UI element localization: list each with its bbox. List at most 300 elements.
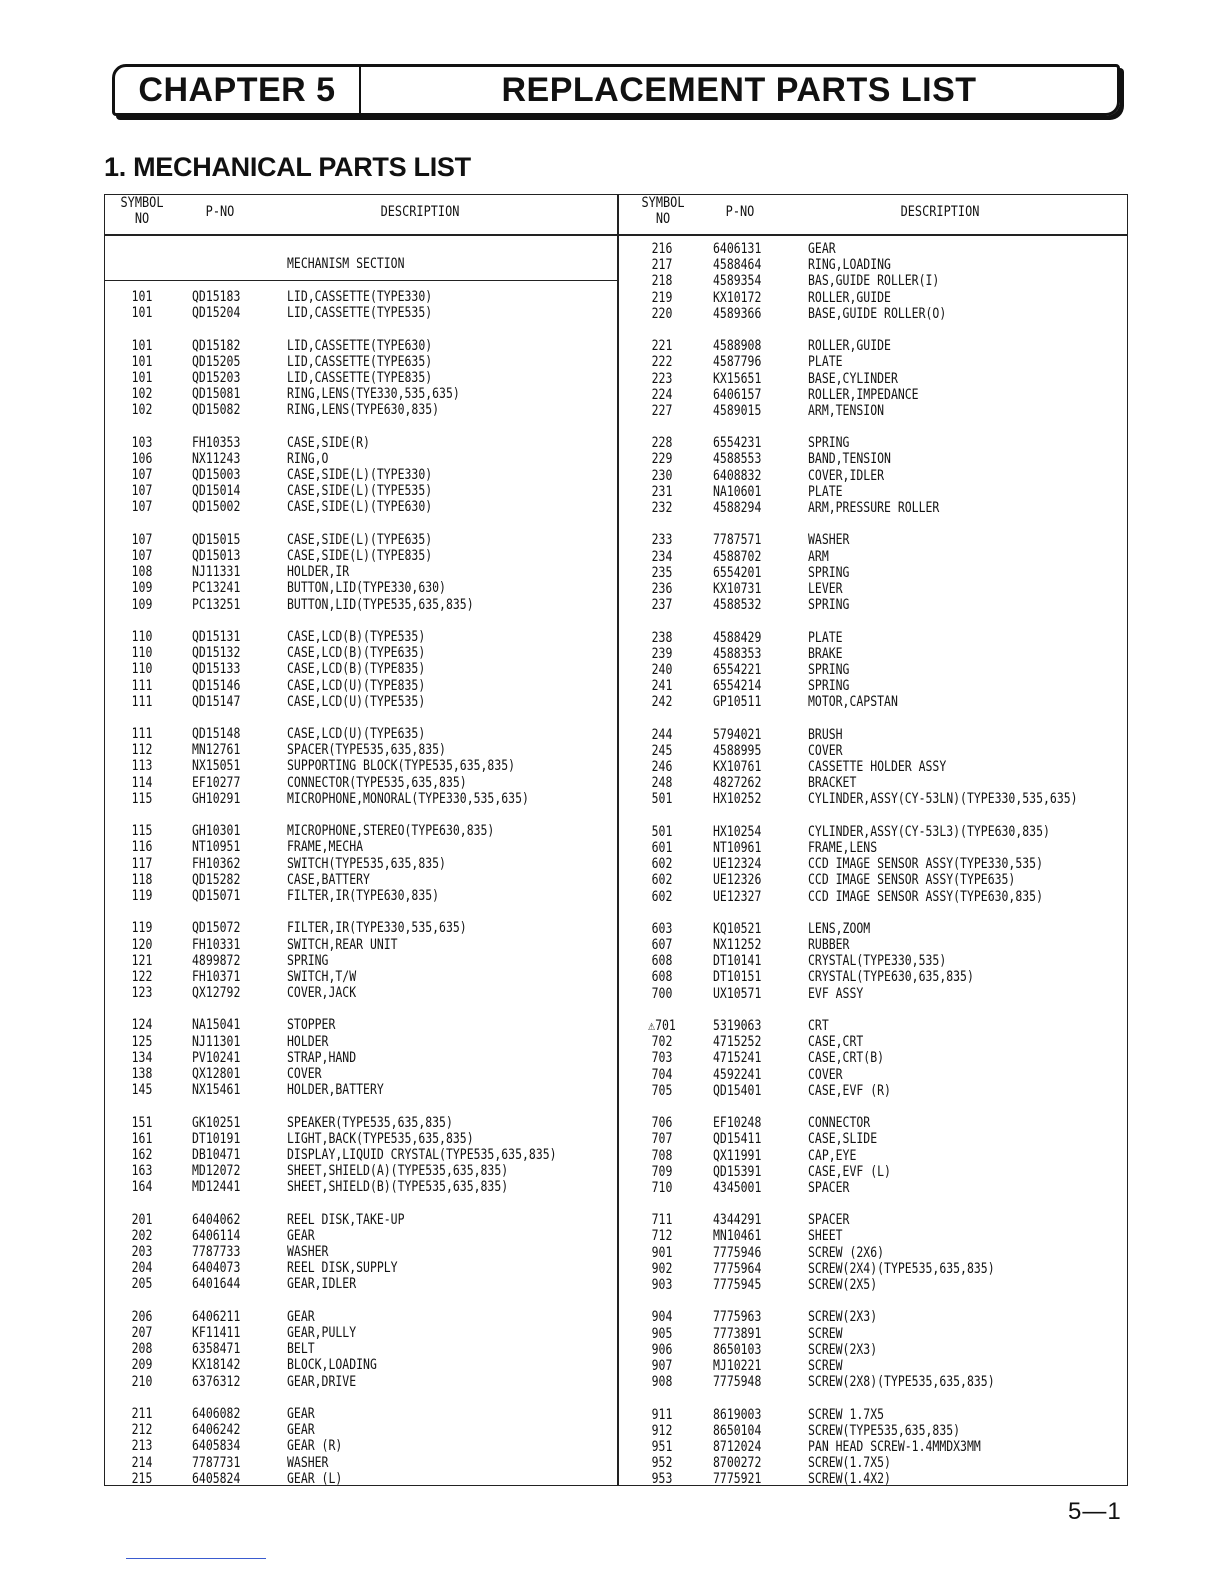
- part-row: [632, 1326, 1122, 1342]
- part-description: CCD IMAGE SENSOR ASSY(TYPE630,835): [808, 888, 1043, 905]
- part-symbol: 123: [131, 985, 153, 1002]
- part-description: DISPLAY,LIQUID CRYSTAL(TYPE535,635,835): [287, 1146, 557, 1163]
- part-row: [632, 435, 1122, 451]
- part-symbol: 120: [131, 936, 153, 953]
- part-number: QD15183: [192, 289, 241, 305]
- part-row: [112, 856, 612, 872]
- part-symbol: 230: [651, 467, 673, 484]
- part-symbol: 109: [131, 580, 153, 597]
- part-symbol: 101: [131, 337, 153, 354]
- part-number: 4588532: [713, 597, 762, 614]
- part-number: 4344291: [713, 1212, 762, 1229]
- part-description: COVER: [808, 742, 843, 759]
- part-symbol: 703: [651, 1050, 673, 1067]
- part-symbol: 217: [651, 257, 673, 274]
- part-row: [112, 1179, 612, 1195]
- part-symbol: 102: [131, 386, 153, 403]
- part-description: CASE,CRT(B): [808, 1050, 885, 1067]
- part-number: 4715241: [713, 1050, 762, 1067]
- part-description: MOTOR,CAPSTAN: [808, 694, 898, 711]
- part-symbol: 246: [651, 759, 673, 775]
- part-symbol: 124: [131, 1017, 153, 1034]
- part-description: BLOCK,LOADING: [287, 1357, 377, 1374]
- part-symbol: 151: [131, 1114, 153, 1131]
- part-description: CASE,SLIDE: [808, 1131, 878, 1148]
- part-description: CONNECTOR(TYPE535,635,835): [287, 774, 467, 791]
- part-row: [112, 338, 612, 354]
- part-number: 4345001: [713, 1179, 762, 1196]
- part-number: NX11243: [192, 450, 241, 467]
- part-symbol: 202: [131, 1227, 153, 1244]
- part-number: DT10151: [713, 969, 762, 986]
- part-description: FILTER,IR(TYPE630,835): [287, 887, 440, 904]
- part-symbol: 107: [131, 499, 153, 516]
- part-description: SCREW(2X3): [808, 1309, 878, 1326]
- part-symbol: 231: [651, 483, 673, 500]
- part-symbol: 106: [131, 450, 153, 467]
- part-symbol: 607: [651, 937, 673, 954]
- part-number: QD15072: [192, 920, 241, 937]
- part-symbol: 710: [651, 1179, 673, 1196]
- part-description: EVF ASSY: [808, 985, 864, 1002]
- part-description: SHEET,SHIELD(A)(TYPE535,635,835): [287, 1163, 509, 1180]
- part-number: 4588908: [713, 338, 762, 355]
- part-symbol: 602: [651, 872, 673, 889]
- part-number: NJ11331: [192, 564, 241, 581]
- part-symbol: 603: [651, 920, 673, 937]
- part-number: QD15132: [192, 645, 241, 662]
- part-row: [112, 1357, 612, 1373]
- part-number: NX15051: [192, 758, 241, 775]
- part-number: 4588294: [713, 500, 762, 516]
- part-description: SCREW: [808, 1357, 843, 1374]
- part-row: [112, 1228, 612, 1244]
- part-description: SPRING: [808, 678, 850, 695]
- part-symbol: 233: [651, 532, 673, 549]
- part-description: RING,LENS(TYPE630,835): [287, 402, 440, 419]
- part-symbol: 115: [131, 790, 153, 807]
- part-description: SWITCH(TYPE535,635,835): [287, 855, 446, 872]
- part-row: [632, 273, 1122, 289]
- part-symbol: 161: [131, 1130, 153, 1147]
- part-number: 6406211: [192, 1308, 241, 1325]
- part-number: 4588995: [713, 742, 762, 759]
- part-row: [112, 1455, 612, 1471]
- part-row: [112, 467, 612, 483]
- part-symbol: 911: [651, 1406, 673, 1423]
- part-description: CYLINDER,ASSY(CY-53LN)(TYPE330,535,635): [808, 791, 1078, 808]
- part-row: [632, 484, 1122, 500]
- part-symbol: 244: [651, 726, 673, 743]
- part-row: [112, 564, 612, 580]
- part-symbol: 232: [651, 500, 673, 516]
- part-number: KX15651: [713, 370, 762, 387]
- part-row: [632, 953, 1122, 969]
- part-description: FRAME,LENS: [808, 839, 878, 856]
- part-description: BUTTON,LID(TYPE330,630): [287, 580, 446, 597]
- symbol-header-line2: NO: [134, 211, 150, 227]
- part-row: [112, 1082, 612, 1098]
- part-description: GEAR,DRIVE: [287, 1373, 357, 1390]
- part-row: [112, 1406, 612, 1422]
- mechanism-section-rule: [104, 280, 617, 281]
- part-number: QD15204: [192, 305, 241, 322]
- part-description: SPACER(TYPE535,635,835): [287, 742, 446, 759]
- part-number: 7787733: [192, 1244, 241, 1261]
- part-symbol: 138: [131, 1066, 153, 1082]
- part-description: SHEET,SHIELD(B)(TYPE535,635,835): [287, 1179, 509, 1196]
- part-number: QD15002: [192, 499, 241, 516]
- part-number: 6554221: [713, 661, 762, 678]
- part-symbol: 901: [651, 1244, 673, 1261]
- part-description: CASE,SIDE(L)(TYPE535): [287, 483, 433, 500]
- part-row: [112, 985, 612, 1001]
- part-number: UX10571: [713, 985, 762, 1002]
- part-symbol: 708: [651, 1147, 673, 1164]
- part-row: [112, 969, 612, 985]
- part-description: LID,CASSETTE(TYPE635): [287, 353, 433, 370]
- part-symbol: 201: [131, 1211, 153, 1228]
- part-description: SPACER: [808, 1179, 850, 1196]
- right-header-description: DESCRIPTION: [900, 204, 980, 220]
- part-symbol: 115: [131, 823, 153, 840]
- part-description: CASE,LCD(U)(TYPE535): [287, 693, 426, 710]
- part-number: QD15015: [192, 531, 241, 548]
- part-row: [632, 1471, 1122, 1487]
- part-row: [112, 872, 612, 888]
- part-symbol: 236: [651, 580, 673, 597]
- part-description: COVER: [808, 1066, 843, 1083]
- part-row: [632, 306, 1122, 322]
- part-description: GEAR: [287, 1405, 315, 1422]
- part-symbol: 121: [131, 952, 153, 969]
- part-symbol: 218: [651, 273, 673, 290]
- part-description: CASE,SIDE(R): [287, 434, 370, 451]
- part-symbol: 209: [131, 1357, 153, 1374]
- part-row: [112, 791, 612, 807]
- part-number: KF11411: [192, 1325, 241, 1341]
- part-description: CCD IMAGE SENSOR ASSY(TYPE330,535): [808, 856, 1043, 873]
- part-row: [112, 1438, 612, 1454]
- part-description: SCREW(2X5): [808, 1277, 878, 1293]
- part-row: [112, 823, 612, 839]
- part-row: [632, 986, 1122, 1002]
- part-row: [112, 402, 612, 418]
- part-description: COVER,JACK: [287, 985, 357, 1002]
- part-number: 4588702: [713, 548, 762, 565]
- part-symbol: 220: [651, 305, 673, 322]
- part-description: BASE,CYLINDER: [808, 370, 898, 387]
- part-description: CASSETTE HOLDER ASSY: [808, 759, 947, 775]
- part-number: 4592241: [713, 1066, 762, 1083]
- part-number: 4589366: [713, 305, 762, 322]
- part-symbol: 245: [651, 742, 673, 759]
- part-row: [632, 1342, 1122, 1358]
- part-number: 6405834: [192, 1438, 241, 1455]
- page-number: 5—1: [1068, 1498, 1122, 1525]
- part-description: LID,CASSETTE(TYPE535): [287, 305, 433, 322]
- part-number: 6554214: [713, 678, 762, 695]
- part-description: BAND,TENSION: [808, 451, 891, 468]
- part-description: PAN HEAD SCREW-1.4MMDX3MM: [808, 1438, 981, 1455]
- part-number: QD15147: [192, 693, 241, 710]
- part-number: UE12327: [713, 888, 762, 905]
- part-description: STRAP,HAND: [287, 1049, 357, 1066]
- part-number: 6401644: [192, 1276, 241, 1293]
- part-description: MICROPHONE,STEREO(TYPE630,835): [287, 823, 495, 840]
- part-description: BRUSH: [808, 726, 843, 743]
- part-row: [632, 1407, 1122, 1423]
- part-row: [632, 1131, 1122, 1147]
- part-row: [112, 1260, 612, 1276]
- part-row: [632, 1148, 1122, 1164]
- part-description: CASE,CRT: [808, 1034, 864, 1051]
- part-symbol: 709: [651, 1163, 673, 1180]
- part-description: LEVER: [808, 580, 843, 597]
- part-row: [112, 386, 612, 402]
- part-number: GH10291: [192, 790, 241, 807]
- part-description: BRACKET: [808, 775, 857, 792]
- part-symbol: 239: [651, 645, 673, 662]
- part-row: [112, 1212, 612, 1228]
- part-number: KX18142: [192, 1357, 241, 1374]
- part-symbol: 240: [651, 661, 673, 678]
- part-description: RING,LENS(TYE330,535,635): [287, 386, 460, 403]
- part-row: [112, 580, 612, 596]
- part-symbol: 108: [131, 564, 153, 581]
- part-description: CRYSTAL(TYPE330,535): [808, 953, 947, 970]
- part-symbol: 227: [651, 402, 673, 419]
- part-symbol: 704: [651, 1066, 673, 1083]
- part-row: [632, 889, 1122, 905]
- part-number: UE12326: [713, 872, 762, 889]
- part-symbol: 101: [131, 305, 153, 322]
- part-symbol: 125: [131, 1033, 153, 1050]
- part-description: SWITCH,REAR UNIT: [287, 936, 398, 953]
- part-description: CYLINDER,ASSY(CY-53L3)(TYPE630,835): [808, 823, 1050, 840]
- part-symbol: 110: [131, 661, 153, 678]
- part-row: [112, 305, 612, 321]
- mechanism-section-label: MECHANISM SECTION: [287, 256, 405, 272]
- symbol-header-line2: NO: [655, 211, 671, 227]
- part-description: HOLDER,BATTERY: [287, 1082, 384, 1099]
- part-row: [632, 549, 1122, 565]
- part-symbol: 122: [131, 968, 153, 985]
- part-description: ROLLER,GUIDE: [808, 338, 891, 355]
- part-symbol: 248: [651, 775, 673, 792]
- part-row: [632, 1455, 1122, 1471]
- part-symbol: 101: [131, 289, 153, 305]
- chapter-number: CHAPTER 5: [115, 67, 361, 113]
- part-description: SWITCH,T/W: [287, 968, 357, 985]
- part-row: [632, 1309, 1122, 1325]
- part-description: SCREW(1.4X2): [808, 1471, 891, 1488]
- part-number: 6406114: [192, 1227, 241, 1244]
- part-number: 6404073: [192, 1260, 241, 1277]
- part-row: [112, 1147, 612, 1163]
- part-symbol: 205: [131, 1276, 153, 1293]
- part-symbol: 210: [131, 1373, 153, 1390]
- part-number: 6358471: [192, 1341, 241, 1358]
- part-symbol: 112: [131, 742, 153, 759]
- part-number: DT10191: [192, 1130, 241, 1147]
- part-symbol: 241: [651, 678, 673, 695]
- part-description: WASHER: [287, 1244, 329, 1261]
- part-description: FILTER,IR(TYPE330,535,635): [287, 920, 467, 937]
- part-row: [632, 840, 1122, 856]
- part-number: MN12761: [192, 742, 241, 759]
- part-number: 4588353: [713, 645, 762, 662]
- part-symbol: 119: [131, 920, 153, 937]
- part-row: [112, 937, 612, 953]
- part-number: 8700272: [713, 1455, 762, 1472]
- part-row: [632, 354, 1122, 370]
- part-row: [632, 775, 1122, 791]
- part-row: [632, 727, 1122, 743]
- part-row: [112, 726, 612, 742]
- part-row: [632, 743, 1122, 759]
- part-row: [112, 370, 612, 386]
- part-row: [632, 387, 1122, 403]
- part-description: SPACER: [808, 1212, 850, 1229]
- part-row: [112, 532, 612, 548]
- part-symbol: 602: [651, 856, 673, 873]
- part-symbol: 118: [131, 871, 153, 888]
- part-number: 5794021: [713, 726, 762, 743]
- part-number: 4827262: [713, 775, 762, 792]
- part-symbol: 712: [651, 1228, 673, 1245]
- part-row: [632, 1374, 1122, 1390]
- part-number: QD15133: [192, 661, 241, 678]
- part-row: [112, 742, 612, 758]
- part-symbol: 211: [131, 1405, 153, 1422]
- part-symbol: 224: [651, 386, 673, 403]
- part-row: [632, 937, 1122, 953]
- part-row: [112, 548, 612, 564]
- part-description: LID,CASSETTE(TYPE330): [287, 289, 433, 305]
- part-symbol: ⚠701: [648, 1018, 676, 1034]
- part-symbol: 162: [131, 1146, 153, 1163]
- part-description: SCREW 1.7X5: [808, 1406, 885, 1423]
- part-number: 4899872: [192, 952, 241, 969]
- part-symbol: 103: [131, 434, 153, 451]
- part-symbol: 608: [651, 969, 673, 986]
- part-number: 4588464: [713, 257, 762, 274]
- part-row: [632, 1358, 1122, 1374]
- part-row: [632, 646, 1122, 662]
- part-description: BELT: [287, 1341, 315, 1358]
- part-symbol: 907: [651, 1357, 673, 1374]
- part-number: NX11252: [713, 937, 762, 954]
- part-description: RUBBER: [808, 937, 850, 954]
- part-row: [632, 290, 1122, 306]
- part-number: NT10951: [192, 839, 241, 856]
- part-number: UE12324: [713, 856, 762, 873]
- part-number: 8619003: [713, 1406, 762, 1423]
- part-number: QX11991: [713, 1147, 762, 1164]
- part-description: GEAR,IDLER: [287, 1276, 357, 1293]
- part-number: QD15003: [192, 467, 241, 484]
- part-symbol: 207: [131, 1325, 153, 1341]
- part-number: 6405824: [192, 1470, 241, 1487]
- part-symbol: 700: [651, 985, 673, 1002]
- part-symbol: 134: [131, 1049, 153, 1066]
- part-description: BASE,GUIDE ROLLER(O): [808, 305, 947, 322]
- part-row: [632, 1018, 1122, 1034]
- part-number: PC13241: [192, 580, 241, 597]
- part-symbol: 905: [651, 1325, 673, 1342]
- part-row: [112, 1017, 612, 1033]
- part-description: LID,CASSETTE(TYPE630): [287, 337, 433, 354]
- part-description: SPRING: [808, 661, 850, 678]
- part-description: STOPPER: [287, 1017, 336, 1034]
- part-number: DB10471: [192, 1146, 241, 1163]
- part-symbol: 117: [131, 855, 153, 872]
- part-number: KX10731: [713, 580, 762, 597]
- part-row: [112, 1471, 612, 1487]
- part-number: 7775948: [713, 1374, 762, 1391]
- part-number: 6554201: [713, 564, 762, 581]
- part-number: 6406131: [713, 241, 762, 257]
- part-symbol: 903: [651, 1277, 673, 1293]
- part-description: CASE,LCD(B)(TYPE635): [287, 645, 426, 662]
- part-description: WASHER: [808, 532, 850, 549]
- part-description: REEL DISK,TAKE-UP: [287, 1211, 405, 1228]
- part-symbol: 952: [651, 1455, 673, 1472]
- part-number: FH10371: [192, 968, 241, 985]
- part-row: [112, 1374, 612, 1390]
- part-description: SCREW(2X8)(TYPE535,635,835): [808, 1374, 995, 1391]
- part-description: ROLLER,IMPEDANCE: [808, 386, 919, 403]
- part-number: QD15131: [192, 628, 241, 645]
- part-description: SCREW(2X3): [808, 1341, 878, 1358]
- part-number: MD12072: [192, 1163, 241, 1180]
- part-number: GH10301: [192, 823, 241, 840]
- part-row: [632, 338, 1122, 354]
- part-row: [112, 645, 612, 661]
- part-row: [632, 662, 1122, 678]
- part-symbol: 107: [131, 531, 153, 548]
- part-description: BRAKE: [808, 645, 843, 662]
- part-row: [632, 630, 1122, 646]
- part-description: SPRING: [287, 952, 329, 969]
- part-description: ARM: [808, 548, 829, 565]
- part-symbol: 221: [651, 338, 673, 355]
- part-row: [632, 856, 1122, 872]
- column-divider: [617, 194, 619, 1486]
- part-description: CASE,SIDE(L)(TYPE635): [287, 531, 433, 548]
- part-row: [112, 839, 612, 855]
- part-description: GEAR: [287, 1422, 315, 1439]
- part-symbol: 702: [651, 1034, 673, 1051]
- part-number: 5319063: [713, 1018, 762, 1034]
- part-description: CASE,EVF (R): [808, 1082, 891, 1099]
- part-row: [112, 597, 612, 613]
- part-number: HX10254: [713, 823, 762, 840]
- part-row: [632, 1115, 1122, 1131]
- part-number: NX15461: [192, 1082, 241, 1099]
- part-number: QX12801: [192, 1066, 241, 1082]
- part-description: SCREW(1.7X5): [808, 1455, 891, 1472]
- part-symbol: 204: [131, 1260, 153, 1277]
- part-row: [632, 1277, 1122, 1293]
- part-description: BAS,GUIDE ROLLER(I): [808, 273, 940, 290]
- part-row: [632, 451, 1122, 467]
- part-row: [632, 403, 1122, 419]
- part-row: [112, 451, 612, 467]
- part-row: [112, 678, 612, 694]
- part-row: [112, 1034, 612, 1050]
